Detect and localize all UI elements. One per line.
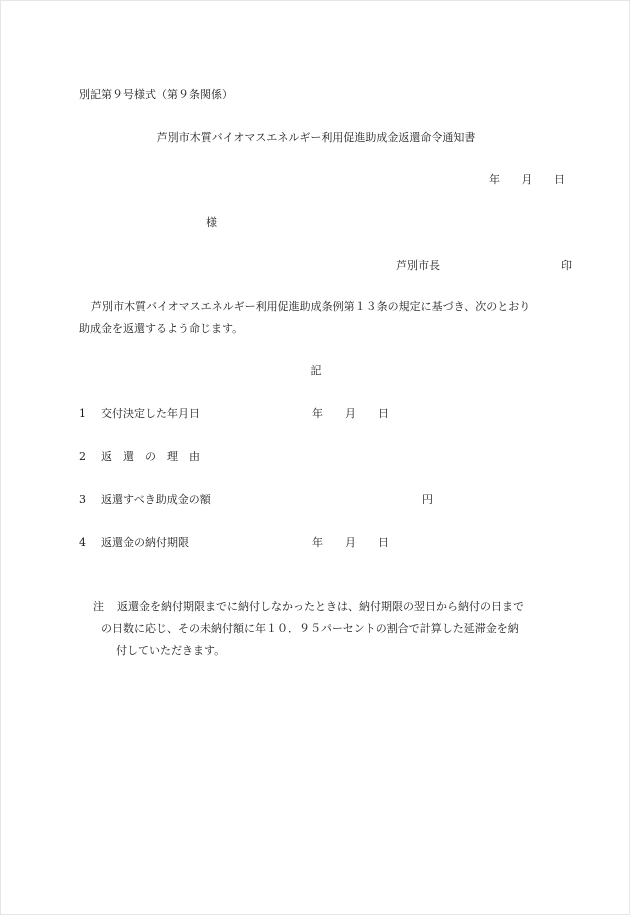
issuer-name: 芦別市長 xyxy=(396,259,440,272)
issue-date xyxy=(489,173,565,187)
note-mark: 注 xyxy=(93,600,104,613)
body-line-2: 助成金を返還するよう命じます。 xyxy=(79,322,244,335)
item-value: 年 月 日 xyxy=(312,407,389,420)
note-text-1: 返還金を納付期限までに納付しなかったときは、納付期限の翌日から納付の日まで xyxy=(117,600,524,613)
note-line-1 xyxy=(93,600,524,614)
item-number: 1 xyxy=(79,407,86,420)
ki-heading: 記 xyxy=(310,364,322,377)
list-item xyxy=(79,536,389,550)
seal-mark: 印 xyxy=(561,259,572,272)
item-number: 4 xyxy=(79,536,86,549)
document-title: 芦別市木質バイオマスエネルギー利用促進助成金返還命令通知書 xyxy=(156,131,476,144)
addressee-suffix: 様 xyxy=(206,216,217,229)
body-line-1: 芦別市木質バイオマスエネルギー利用促進助成条例第１３条の規定に基づき、次のとおり xyxy=(91,300,531,313)
form-number: 別記第９号様式（第９条関係） xyxy=(79,88,233,101)
note-line-2: の日数に応じ、その未納付額に年１０．９５パーセントの割合で計算した延滞金を納 xyxy=(101,622,519,635)
date-year: 年 xyxy=(489,173,500,186)
list-item xyxy=(79,407,389,421)
item-number: 2 xyxy=(79,450,86,463)
date-day: 日 xyxy=(554,173,565,186)
item-value: 年 月 日 xyxy=(312,536,389,549)
item-label: 返還すべき助成金の額 xyxy=(101,493,211,506)
item-value: 円 xyxy=(312,493,433,506)
list-item xyxy=(79,493,433,507)
item-label: 交付決定した年月日 xyxy=(101,407,200,420)
note-line-3: 付していただきます。 xyxy=(116,644,226,657)
item-label: 返 還 の 理 由 xyxy=(101,450,200,463)
date-month: 月 xyxy=(521,173,533,186)
item-label: 返還金の納付期限 xyxy=(101,536,189,549)
list-item xyxy=(79,450,312,464)
item-number: 3 xyxy=(79,493,86,506)
